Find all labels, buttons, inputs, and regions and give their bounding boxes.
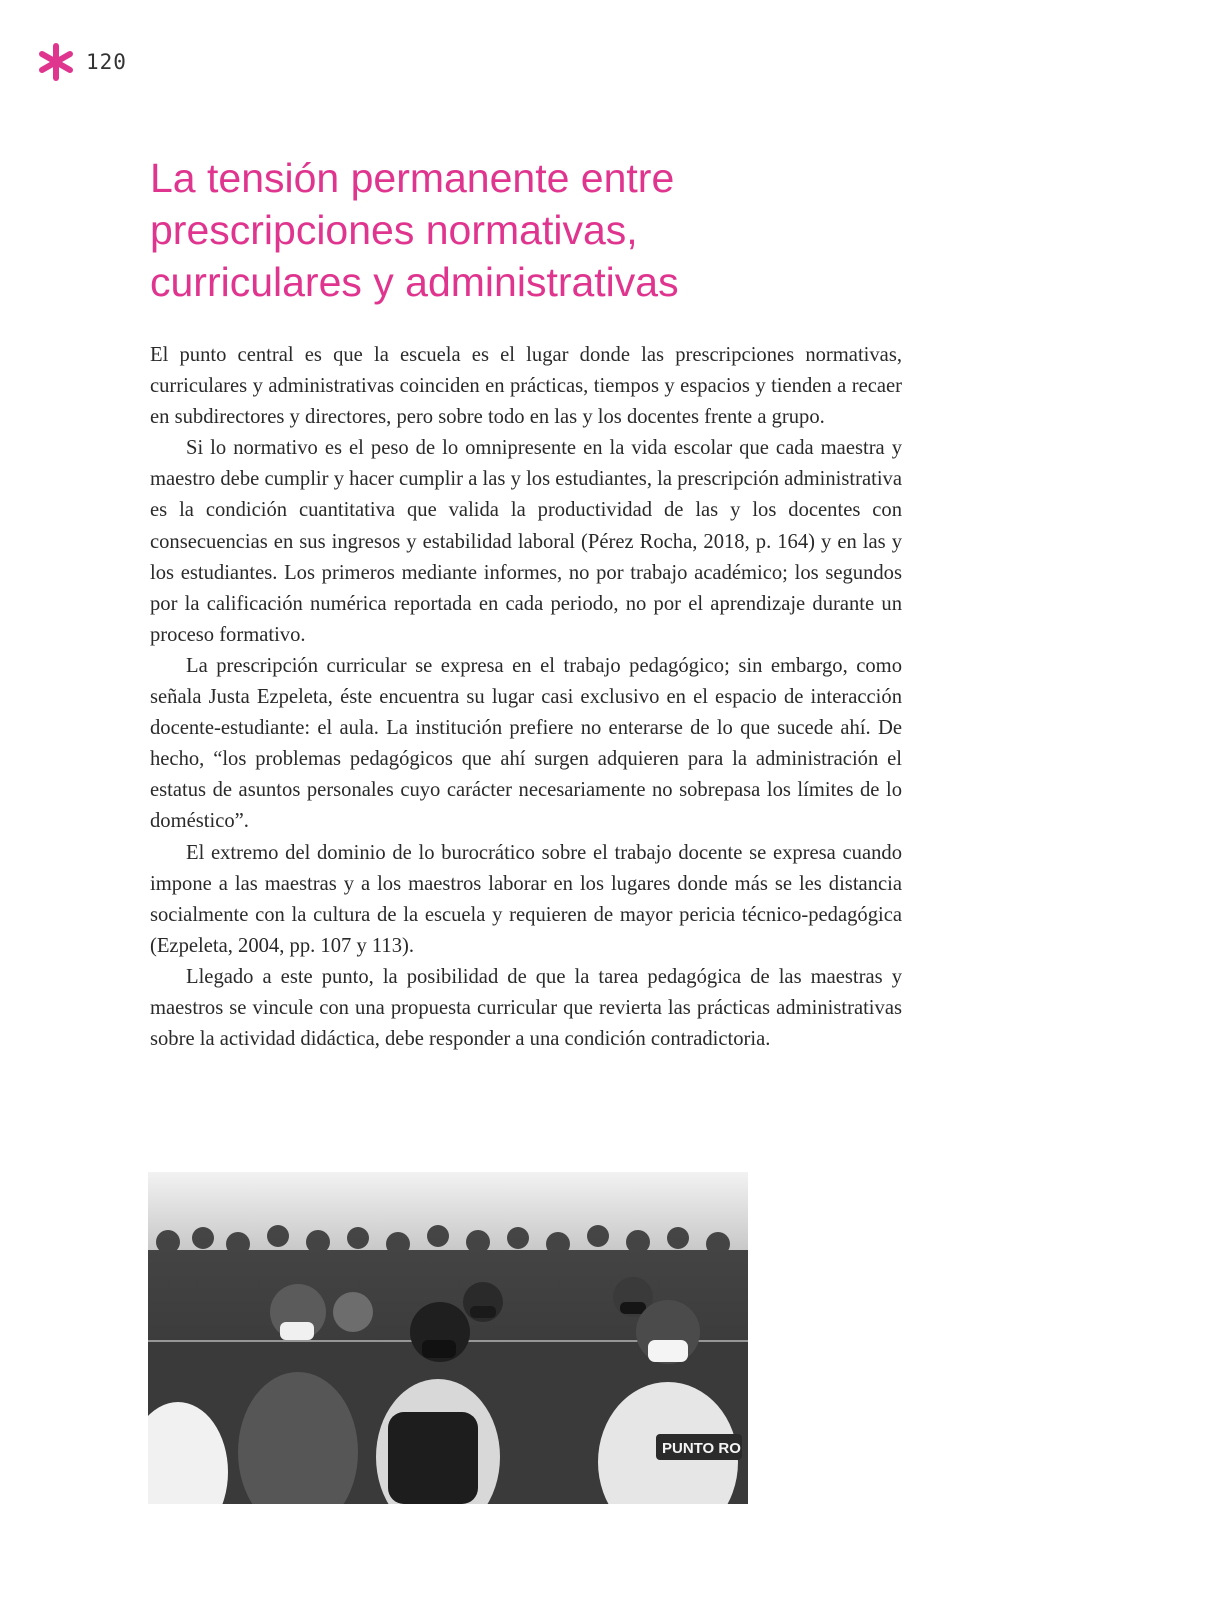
- photo-sign-text: PUNTO RO: [662, 1440, 741, 1457]
- paragraph: El extremo del dominio de lo burocrático sobre el trabajo docente se expresa cuando impone a las maestras y a los maestros laborar en los lugares donde más se les distancia socialmente con la cultura de la escuela y requieren de mayor pericia técnico-pedagógica (Ezpeleta, 2004, pp. 107 y 113).: [150, 841, 902, 957]
- title-line: prescripciones normativas,: [150, 207, 638, 253]
- asterisk-icon: [36, 42, 76, 82]
- body-text: [150, 340, 902, 1055]
- section-title: [150, 152, 910, 308]
- title-line: curriculares y administrativas: [150, 259, 679, 305]
- title-line: La tensión permanente entre: [150, 155, 675, 201]
- page-number: 120: [86, 50, 127, 74]
- paragraph: La prescripción curricular se expresa en el trabajo pedagógico; sin embargo, como señala Justa Ezpeleta, éste encuentra su lugar casi exclusivo en el espacio de interacción docente-estudiante: el aula. La institución prefiere no enterarse de lo que sucede ahí. De hecho, “los problemas pedagógicos que ahí surgen adquieren para la administración el estatus de asuntos personales cuyo carácter necesariamente no sobrepasa los límites de lo doméstico”.: [150, 654, 902, 833]
- paragraph: Llegado a este punto, la posibilidad de que la tarea pedagógica de las maestras y maestros se vincule con una propuesta curricular que revierta las prácticas administrativas sobre la actividad didáctica, debe responder a una condición contradictoria.: [150, 965, 902, 1051]
- page-header: [36, 42, 127, 82]
- audience-photo-illustration: [148, 1172, 748, 1504]
- audience-photo: [148, 1172, 748, 1504]
- paragraph: El punto central es que la escuela es el lugar donde las prescripciones normativas, curriculares y administrativas coinciden en prácticas, tiempos y espacios y tienden a recaer en subdirectores y directores, pero sobre todo en las y los docentes frente a grupo.: [150, 344, 902, 429]
- paragraph: Si lo normativo es el peso de lo omnipresente en la vida escolar que cada maestra y maestro debe cumplir y hacer cumplir a las y los estudiantes, la prescripción administrativa es la condición cuantitativa que valida la productividad de las y los docentes con consecuencias en sus ingresos y estabilidad laboral (Pérez Rocha, 2018, p. 164) y en las y los estudiantes. Los primeros mediante informes, no por trabajo académico; los segundos por la calificación numérica reportada en cada periodo, no por el aprendizaje durante un proceso formativo.: [150, 437, 902, 646]
